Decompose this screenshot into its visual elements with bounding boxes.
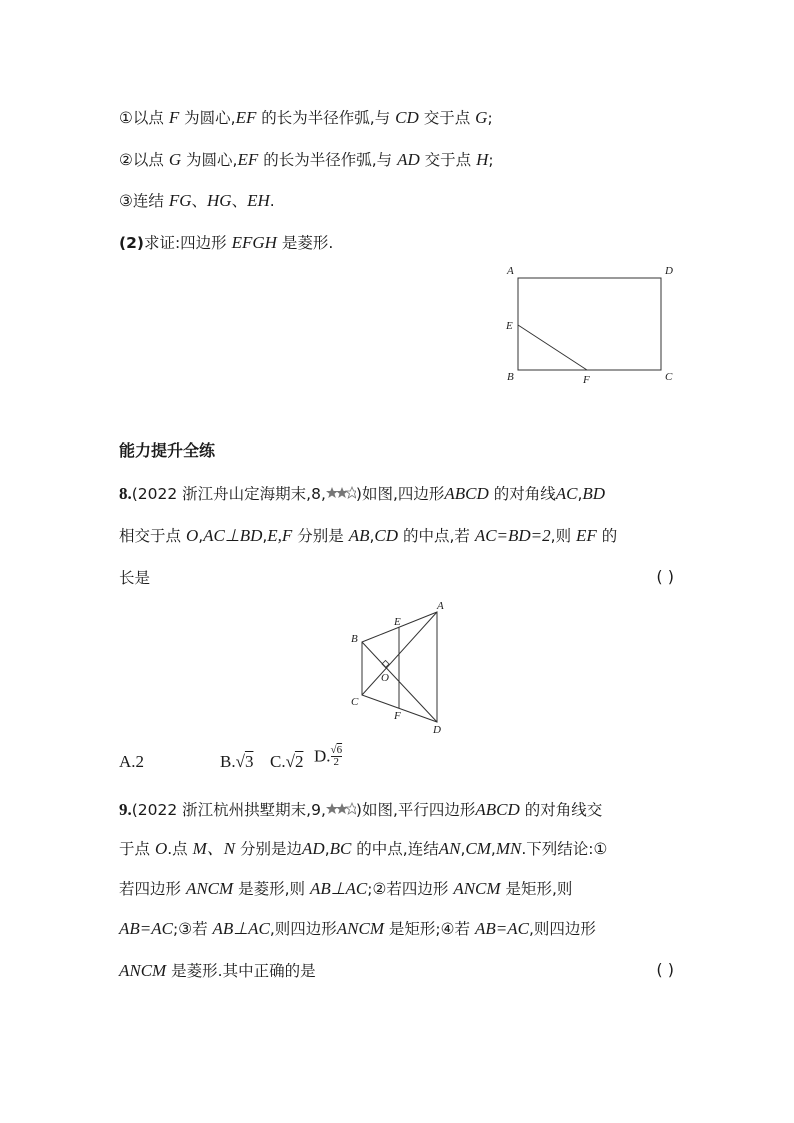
label-a: A <box>507 265 514 277</box>
part-2-prompt: (2)求证:四边形 EFGH 是菱形. <box>119 233 334 252</box>
label-b: B <box>507 371 514 383</box>
q9-line-4: AB=AC;③若 AB⊥AC,则四边形ANCM 是矩形;④若 AB=AC,则四边形 <box>119 919 596 938</box>
label-e: E <box>506 320 513 332</box>
sqrt-icon: √ <box>235 752 245 771</box>
label-c: C <box>351 696 359 708</box>
q9-line-1: 9.(2022 浙江杭州拱墅期末,9, )如图,平行四边形ABCD 的对角线交 <box>119 800 603 819</box>
step-3: ③连结 FG、HG、EH. <box>119 191 275 210</box>
segment-ef <box>518 325 587 370</box>
q9-line-3: 若四边形 ANCM 是菱形,则 AB⊥AC;②若四边形 ANCM 是矩形,则 <box>119 879 573 898</box>
q8-option-c: C.√2 <box>270 752 304 771</box>
step-1: ①以点 F 为圆心,EF 的长为半径作弧,与 CD 交于点 G; <box>119 108 493 127</box>
q8-answer-blank: ( ) <box>656 567 674 586</box>
q8-line-1: 8.(2022 浙江舟山定海期末,8, )如图,四边形ABCD 的对角线AC,BD <box>119 484 606 503</box>
q8-option-a: A.2 <box>119 752 145 771</box>
q9-answer-blank: ( ) <box>656 960 674 979</box>
label-d: D <box>433 724 441 736</box>
section-title: 能力提升全练 <box>119 441 216 460</box>
label-c: C <box>665 371 673 383</box>
step-1-marker: ① <box>119 109 133 127</box>
rectangle-abcd <box>518 278 661 370</box>
label-f: F <box>583 374 590 386</box>
rectangle-figure <box>500 262 685 387</box>
label-a: A <box>437 600 444 612</box>
q8-option-b: B.√3 <box>220 752 254 771</box>
sqrt-icon: √ <box>285 752 295 771</box>
q9-line-5: ANCM 是菱形.其中正确的是 <box>119 961 316 980</box>
q8-option-d: D.√6 2 <box>314 744 343 768</box>
step-2: ②以点 G 为圆心,EF 的长为半径作弧,与 AD 交于点 H; <box>119 150 494 169</box>
label-b: B <box>351 633 358 645</box>
q8-line-3: 长是 <box>119 569 151 587</box>
difficulty-stars-icon <box>326 486 356 500</box>
label-e: E <box>394 616 401 628</box>
label-f: F <box>394 710 401 722</box>
sqrt-icon: √ <box>330 744 337 756</box>
step-2-marker: ② <box>119 151 133 169</box>
step-3-marker: ③ <box>119 192 133 210</box>
difficulty-stars-icon <box>326 802 356 816</box>
q9-line-2: 于点 O.点 M、N 分别是边AD,BC 的中点,连结AN,CM,MN.下列结论:① <box>119 839 608 858</box>
q8-line-2: 相交于点 O,AC⊥BD,E,F 分别是 AB,CD 的中点,若 AC=BD=2,则 EF 的 <box>119 526 618 545</box>
label-o: O <box>381 672 389 684</box>
label-d: D <box>665 265 673 277</box>
q8-figure <box>340 598 455 738</box>
